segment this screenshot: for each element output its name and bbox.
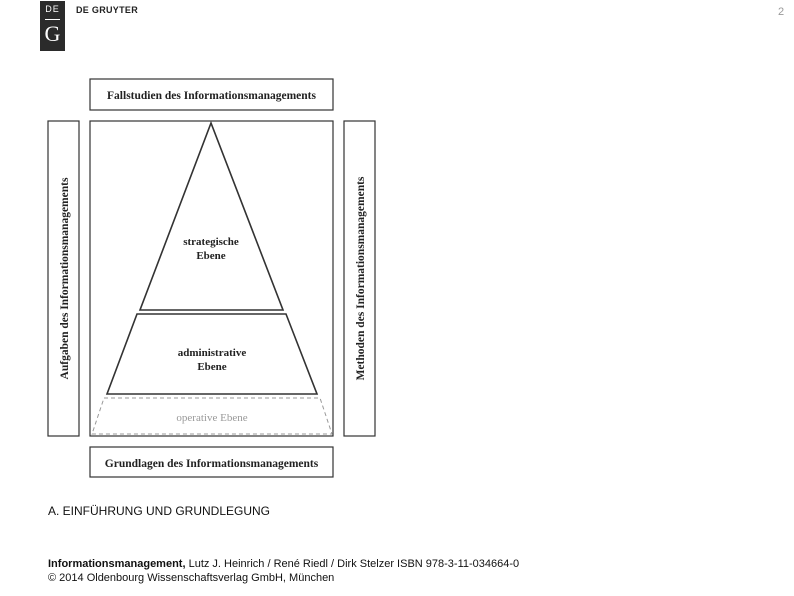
authors-isbn: Lutz J. Heinrich / René Riedl / Dirk Stelzer ISBN 978-3-11-034664-0 <box>185 558 520 570</box>
top-box-label: Fallstudien des Informationsmanagements <box>107 90 316 102</box>
page-number: 2 <box>778 6 785 18</box>
citation-footer <box>48 557 519 585</box>
book-title: Informationsmanagement, <box>48 558 186 570</box>
operative-level-label: operative Ebene <box>176 412 248 424</box>
copyright-line: © 2014 Oldenbourg Wissenschaftsverlag GmbH, München <box>48 572 335 584</box>
right-box-label: Methoden des Informationsmanagements <box>355 176 367 381</box>
section-title: A. EINFÜHRUNG UND GRUNDLEGUNG <box>48 504 271 518</box>
logo-g-text: G <box>44 21 61 46</box>
administrative-level-label-line2: Ebene <box>197 361 227 373</box>
strategic-level-label-line2: Ebene <box>196 250 226 262</box>
publisher-name: DE GRUYTER <box>76 5 139 15</box>
strategic-level-label-line1: strategische <box>183 236 239 248</box>
citation-line <box>48 557 519 571</box>
bottom-box-label: Grundlagen des Informationsmanagements <box>104 458 319 470</box>
logo-de-text: DE <box>45 4 60 14</box>
administrative-level-label-line1: administrative <box>177 347 247 359</box>
left-box-label: Aufgaben des Informationsmanagements <box>59 177 71 380</box>
